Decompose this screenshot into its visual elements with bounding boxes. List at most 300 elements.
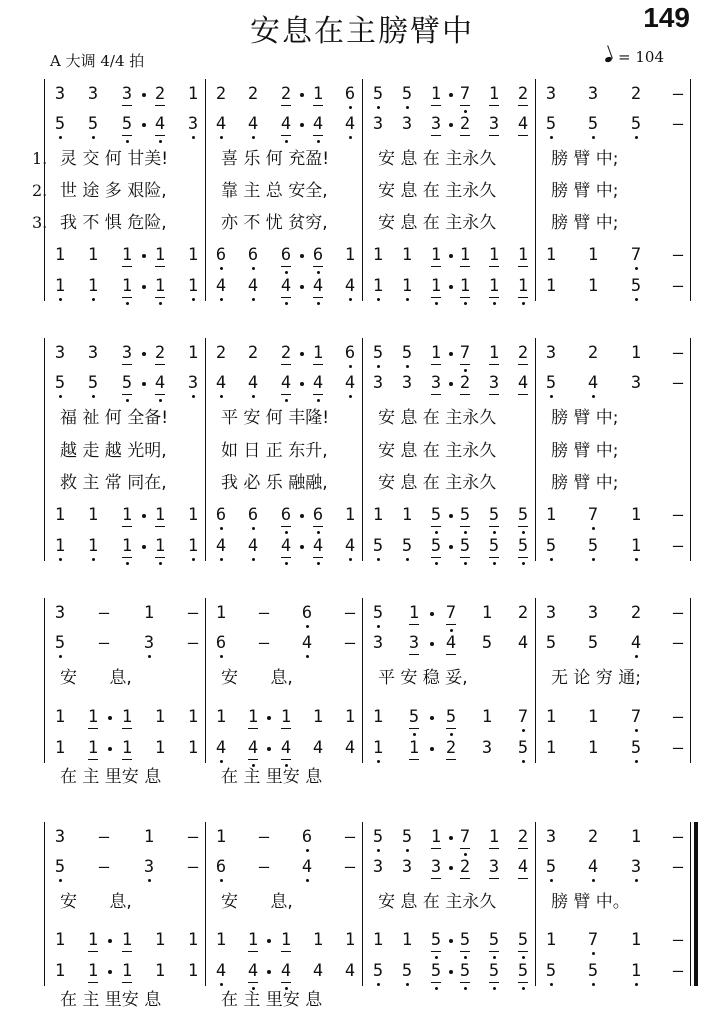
low-octave-dot	[406, 849, 409, 852]
note	[480, 602, 494, 624]
note	[371, 535, 385, 557]
low-octave-dot	[349, 106, 352, 109]
augmentation-dot	[108, 970, 112, 974]
note-digit: 3	[488, 373, 500, 393]
underline	[281, 297, 291, 298]
augmentation-dot	[267, 939, 271, 943]
underline	[281, 951, 291, 952]
note-digit: –	[98, 857, 110, 877]
note	[544, 244, 558, 266]
note-digit: 5	[459, 961, 471, 981]
underline	[460, 266, 470, 267]
note	[97, 826, 111, 848]
note-digit: 5	[372, 603, 384, 623]
low-octave-dot	[450, 733, 453, 736]
note-digit: 1	[312, 707, 324, 727]
note	[214, 83, 228, 105]
low-octave-dot	[377, 849, 380, 852]
note-digit: 5	[630, 114, 642, 134]
lyric-segment: 灵 交 何 甘美!	[60, 149, 169, 169]
low-octave-dot	[148, 655, 151, 658]
note-digit: 5	[401, 961, 413, 981]
note	[444, 706, 458, 728]
low-octave-dot	[126, 562, 129, 565]
low-octave-dot	[377, 625, 380, 628]
note	[120, 929, 134, 951]
note	[279, 244, 293, 266]
note	[487, 504, 501, 526]
note-digit: 1	[372, 245, 384, 265]
note-digit: 1	[488, 827, 500, 847]
note	[516, 504, 530, 526]
note-digit: 6	[344, 343, 356, 363]
note	[214, 535, 228, 557]
note-digit: 1	[87, 930, 99, 950]
underline	[518, 266, 528, 267]
note	[53, 929, 67, 951]
note	[214, 737, 228, 759]
underline	[88, 982, 98, 983]
lyric-segment: 我 不 惧 危险,	[60, 213, 167, 233]
note	[279, 342, 293, 364]
note-digit: 5	[545, 633, 557, 653]
note-digit: –	[672, 633, 684, 653]
low-octave-dot	[317, 562, 320, 565]
underline	[281, 982, 291, 983]
note-digit: 4	[344, 276, 356, 296]
note-digit: 1	[488, 84, 500, 104]
note-digit: 4	[312, 114, 324, 134]
note	[480, 706, 494, 728]
note	[400, 856, 414, 878]
note	[86, 929, 100, 951]
underline	[155, 105, 165, 106]
note	[86, 504, 100, 526]
note	[544, 83, 558, 105]
note	[629, 960, 643, 982]
note	[311, 535, 325, 557]
low-octave-dot	[464, 987, 467, 990]
note	[371, 342, 385, 364]
underline	[409, 759, 419, 760]
note	[142, 602, 156, 624]
note-digit: 4	[517, 633, 529, 653]
low-octave-dot	[592, 952, 595, 955]
low-octave-dot	[413, 733, 416, 736]
low-octave-dot	[349, 558, 352, 561]
note-digit: 4	[587, 373, 599, 393]
note-digit: 3	[121, 343, 133, 363]
note	[186, 929, 200, 951]
lyric-segment: 膀 臂 中;	[551, 408, 619, 428]
note-digit: 6	[215, 245, 227, 265]
barline	[44, 822, 45, 986]
note-digit: 1	[430, 827, 442, 847]
note-digit: 1	[143, 827, 155, 847]
note	[53, 535, 67, 557]
note	[516, 275, 530, 297]
note	[311, 706, 325, 728]
note	[214, 372, 228, 394]
note	[311, 504, 325, 526]
underline	[122, 526, 132, 527]
underline	[446, 728, 456, 729]
note	[153, 342, 167, 364]
underline	[460, 364, 470, 365]
note	[458, 83, 472, 105]
low-octave-dot	[92, 298, 95, 301]
note	[257, 826, 271, 848]
note	[246, 706, 260, 728]
low-octave-dot	[92, 558, 95, 561]
low-octave-dot	[285, 531, 288, 534]
note	[544, 602, 558, 624]
note	[311, 960, 325, 982]
augmentation-dot	[449, 939, 453, 943]
note-digit: 1	[430, 343, 442, 363]
underline	[313, 557, 323, 558]
low-octave-dot	[252, 298, 255, 301]
lyric-segment: 平 安 何 丰隆!	[221, 408, 330, 428]
note-digit: 1	[154, 245, 166, 265]
note	[371, 83, 385, 105]
note-digit: 5	[87, 373, 99, 393]
note-digit: 6	[215, 505, 227, 525]
low-octave-dot	[635, 298, 638, 301]
note	[53, 856, 67, 878]
underline	[489, 982, 499, 983]
note	[214, 504, 228, 526]
augmentation-dot	[300, 254, 304, 258]
note-digit: 5	[372, 827, 384, 847]
note-digit: 1	[121, 245, 133, 265]
note	[487, 83, 501, 105]
note	[671, 244, 685, 266]
augmentation-dot	[142, 514, 146, 518]
low-octave-dot	[464, 956, 467, 959]
note-digit: 4	[312, 276, 324, 296]
low-octave-dot	[522, 562, 525, 565]
note	[371, 244, 385, 266]
barline	[205, 338, 206, 561]
note	[53, 504, 67, 526]
note-digit: 4	[280, 114, 292, 134]
lyric-segment: 平 安 稳 妥,	[378, 668, 468, 688]
underline	[88, 951, 98, 952]
note-digit: 1	[488, 343, 500, 363]
augmentation-dot	[142, 123, 146, 127]
augmentation-dot	[449, 254, 453, 258]
low-octave-dot	[435, 531, 438, 534]
note	[586, 929, 600, 951]
low-octave-dot	[306, 849, 309, 852]
note	[371, 960, 385, 982]
note	[186, 275, 200, 297]
low-octave-dot	[522, 302, 525, 305]
augmentation-dot	[142, 93, 146, 97]
note-digit: 1	[372, 738, 384, 758]
note-digit: 1	[587, 738, 599, 758]
note-digit: 1	[187, 930, 199, 950]
barline	[535, 598, 536, 763]
underline	[460, 951, 470, 952]
note	[53, 342, 67, 364]
note	[516, 737, 530, 759]
note	[371, 929, 385, 951]
lyric-segment: 膀 臂 中;	[551, 181, 619, 201]
note	[400, 826, 414, 848]
note	[544, 632, 558, 654]
augmentation-dot	[300, 545, 304, 549]
note-digit: 3	[143, 633, 155, 653]
note	[311, 929, 325, 951]
note	[400, 83, 414, 105]
verse-number: 2.	[32, 181, 48, 200]
note	[544, 113, 558, 135]
low-octave-dot	[349, 365, 352, 368]
hymn-title: 安息在主膀臂中	[250, 14, 474, 49]
note	[86, 535, 100, 557]
note-digit: 1	[587, 707, 599, 727]
note-digit: 1	[459, 276, 471, 296]
note-digit: 1	[215, 603, 227, 623]
note	[629, 602, 643, 624]
low-octave-dot	[550, 558, 553, 561]
note-digit: 3	[430, 114, 442, 134]
note-digit: 3	[54, 827, 66, 847]
note-digit: 2	[280, 343, 292, 363]
low-octave-dot	[285, 140, 288, 143]
note-digit: 2	[459, 857, 471, 877]
underline	[248, 759, 258, 760]
low-octave-dot	[635, 267, 638, 270]
note-digit: 4	[517, 857, 529, 877]
note	[544, 535, 558, 557]
note	[429, 244, 443, 266]
low-octave-dot	[59, 395, 62, 398]
note	[629, 632, 643, 654]
low-octave-dot	[59, 558, 62, 561]
note-digit: –	[344, 603, 356, 623]
low-octave-dot	[159, 562, 162, 565]
note	[458, 244, 472, 266]
note-digit: –	[187, 603, 199, 623]
low-octave-dot	[252, 267, 255, 270]
underline	[155, 135, 165, 136]
barline	[690, 79, 691, 301]
underline	[518, 135, 528, 136]
note-digit: 3	[401, 373, 413, 393]
note-digit: 1	[215, 827, 227, 847]
note	[629, 856, 643, 878]
note	[214, 244, 228, 266]
note-digit: 7	[459, 827, 471, 847]
note-digit: 1	[215, 707, 227, 727]
underline	[460, 526, 470, 527]
low-octave-dot	[92, 395, 95, 398]
note-digit: 4	[280, 536, 292, 556]
note	[544, 504, 558, 526]
note	[343, 372, 357, 394]
note-digit: 1	[121, 707, 133, 727]
note-digit: 4	[312, 961, 324, 981]
note-digit: 5	[430, 930, 442, 950]
note	[629, 244, 643, 266]
barline	[535, 79, 536, 301]
note	[400, 535, 414, 557]
note	[629, 275, 643, 297]
low-octave-dot	[192, 558, 195, 561]
note-digit: 4	[247, 536, 259, 556]
augmentation-dot	[300, 514, 304, 518]
note-digit: 5	[545, 857, 557, 877]
note-digit: 5	[517, 738, 529, 758]
underline	[460, 135, 470, 136]
underline	[431, 526, 441, 527]
underline	[518, 951, 528, 952]
note	[343, 113, 357, 135]
underline	[122, 759, 132, 760]
augmentation-dot	[300, 285, 304, 289]
underline	[489, 297, 499, 298]
note	[343, 737, 357, 759]
low-octave-dot	[220, 136, 223, 139]
note	[516, 856, 530, 878]
note-digit: 7	[630, 707, 642, 727]
note	[487, 342, 501, 364]
note-digit: 2	[215, 84, 227, 104]
note-digit: 3	[372, 373, 384, 393]
low-octave-dot	[406, 983, 409, 986]
note	[153, 372, 167, 394]
low-octave-dot	[220, 760, 223, 763]
note	[458, 856, 472, 878]
note-digit: 4	[154, 373, 166, 393]
note-digit: 5	[430, 961, 442, 981]
note-digit: –	[187, 857, 199, 877]
underline	[431, 982, 441, 983]
augmentation-dot	[449, 836, 453, 840]
low-octave-dot	[635, 136, 638, 139]
low-octave-dot	[192, 298, 195, 301]
note	[487, 372, 501, 394]
augmentation-dot	[108, 747, 112, 751]
note-digit: 3	[488, 857, 500, 877]
low-octave-dot	[635, 655, 638, 658]
note-digit: –	[672, 276, 684, 296]
underline	[313, 297, 323, 298]
note	[400, 275, 414, 297]
underline	[489, 526, 499, 527]
note-digit: 1	[587, 245, 599, 265]
note-digit: 2	[154, 84, 166, 104]
low-octave-dot	[252, 527, 255, 530]
note-digit: 4	[247, 276, 259, 296]
underline	[313, 266, 323, 267]
note	[153, 113, 167, 135]
low-octave-dot	[377, 558, 380, 561]
note-digit: 3	[545, 84, 557, 104]
note	[142, 632, 156, 654]
barline	[690, 822, 691, 986]
note	[86, 275, 100, 297]
note-digit: 2	[459, 114, 471, 134]
note-digit: 3	[481, 738, 493, 758]
note	[429, 856, 443, 878]
low-octave-dot	[464, 562, 467, 565]
note-digit: 7	[459, 84, 471, 104]
underline	[155, 394, 165, 395]
underline	[281, 557, 291, 558]
augmentation-dot	[449, 285, 453, 289]
note-digit: 1	[54, 245, 66, 265]
lyric-segment: 安 息 在 主永久	[378, 213, 497, 233]
note	[544, 737, 558, 759]
note	[458, 275, 472, 297]
note-digit: 6	[301, 827, 313, 847]
note	[279, 372, 293, 394]
note	[429, 113, 443, 135]
note-digit: 1	[430, 276, 442, 296]
lyric-segment: 膀 臂 中;	[551, 213, 619, 233]
lyric-segment: 安 息,	[60, 668, 132, 688]
barline	[205, 598, 206, 763]
underline	[431, 266, 441, 267]
note-digit: 6	[215, 857, 227, 877]
underline	[281, 526, 291, 527]
note-digit: –	[98, 633, 110, 653]
note	[444, 602, 458, 624]
note-digit: 5	[587, 633, 599, 653]
lyric-segment: 在 主 里安 息	[60, 767, 162, 787]
low-octave-dot	[285, 562, 288, 565]
low-octave-dot	[285, 271, 288, 274]
note-digit: 3	[87, 343, 99, 363]
note-digit: 1	[401, 930, 413, 950]
note-digit: 7	[630, 245, 642, 265]
note-digit: 1	[488, 276, 500, 296]
note	[279, 535, 293, 557]
note	[246, 113, 260, 135]
note-digit: 5	[401, 84, 413, 104]
note	[120, 535, 134, 557]
note	[371, 602, 385, 624]
note-digit: 3	[630, 373, 642, 393]
barline	[690, 598, 691, 763]
low-octave-dot	[550, 395, 553, 398]
low-octave-dot	[220, 983, 223, 986]
note	[487, 113, 501, 135]
note-digit: 1	[187, 536, 199, 556]
note-digit: 1	[121, 930, 133, 950]
augmentation-dot	[430, 747, 434, 751]
note	[671, 706, 685, 728]
note	[487, 929, 501, 951]
note-digit: 5	[372, 343, 384, 363]
note-digit: 5	[488, 961, 500, 981]
note-digit: 4	[312, 373, 324, 393]
note-digit: 2	[517, 827, 529, 847]
note	[458, 342, 472, 364]
lyric-segment: 安 息 在 主永久	[378, 892, 497, 912]
note	[97, 602, 111, 624]
underline	[281, 759, 291, 760]
note	[444, 737, 458, 759]
note-digit: –	[98, 603, 110, 623]
note	[153, 275, 167, 297]
note	[671, 929, 685, 951]
note-digit: –	[672, 827, 684, 847]
